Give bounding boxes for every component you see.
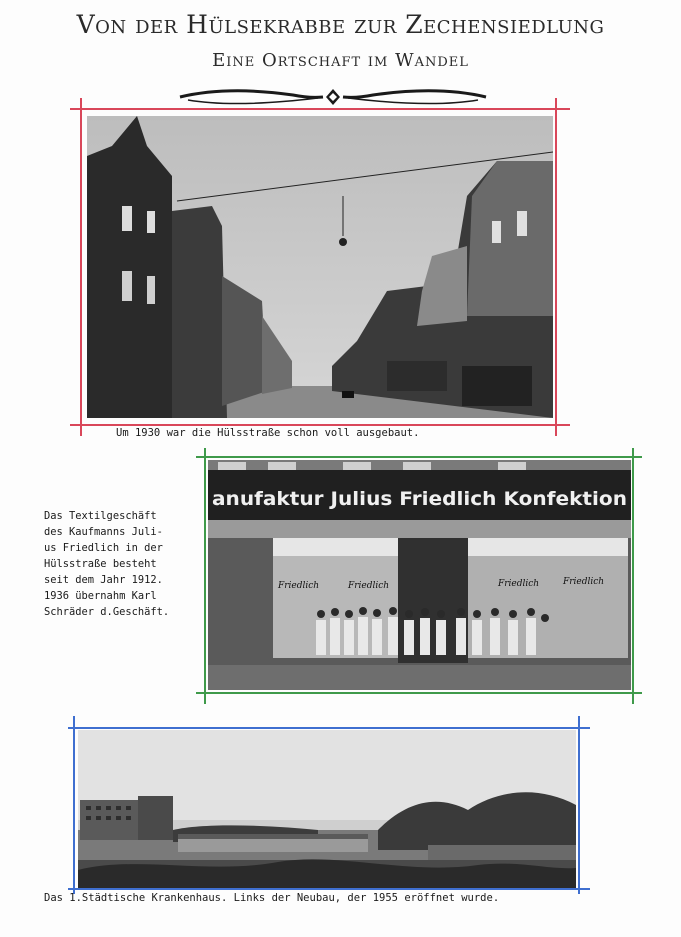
- photo3-frame-top: [68, 727, 590, 729]
- shop-photo: [208, 460, 631, 690]
- photo1-frame-bottom: [70, 424, 570, 426]
- photo3-frame-left: [73, 716, 75, 894]
- window-label: Friedlich: [278, 581, 320, 591]
- description-line: Das Textilgeschäft: [44, 510, 157, 522]
- street-photo: [87, 116, 553, 418]
- photo2-frame-left: [204, 448, 206, 704]
- description-line: des Kaufmanns Juli-: [44, 526, 163, 538]
- photo3-frame-right: [578, 716, 580, 894]
- photo3-frame-bottom: [68, 888, 590, 890]
- photo1-frame-top: [70, 108, 570, 110]
- page-title: Von der Hülsekrabbe zur Zechensiedlung: [76, 10, 605, 39]
- shop-description: [44, 508, 204, 620]
- photo3-caption: Das 1.Städtische Krankenhaus. Links der Neubau, der 1955 eröffnet wurde.: [44, 892, 500, 904]
- shop-sign-text: anufaktur Julius Friedlich Konfektion: [212, 488, 627, 510]
- description-line: 1936 übernahm Karl: [44, 590, 157, 602]
- window-label: Friedlich: [563, 577, 605, 587]
- description-line: Schräder d.Geschäft.: [44, 606, 170, 618]
- page-subtitle: Eine Ortschaft im Wandel: [212, 50, 469, 71]
- photo2-frame-bottom: [196, 692, 642, 694]
- hospital-photo: [78, 730, 576, 888]
- photo1-frame-left: [80, 98, 82, 436]
- photo1-frame-right: [555, 98, 557, 436]
- photo1-caption: Um 1930 war die Hülsstraße schon voll ausgebaut.: [116, 427, 420, 439]
- description-line: seit dem Jahr 1912.: [44, 574, 163, 586]
- photo2-frame-top: [196, 456, 642, 458]
- window-label: Friedlich: [348, 581, 390, 591]
- photo2-frame-right: [632, 448, 634, 704]
- description-line: us Friedlich in der: [44, 542, 163, 554]
- description-line: Hülsstraße besteht: [44, 558, 157, 570]
- window-label: Friedlich: [498, 579, 540, 589]
